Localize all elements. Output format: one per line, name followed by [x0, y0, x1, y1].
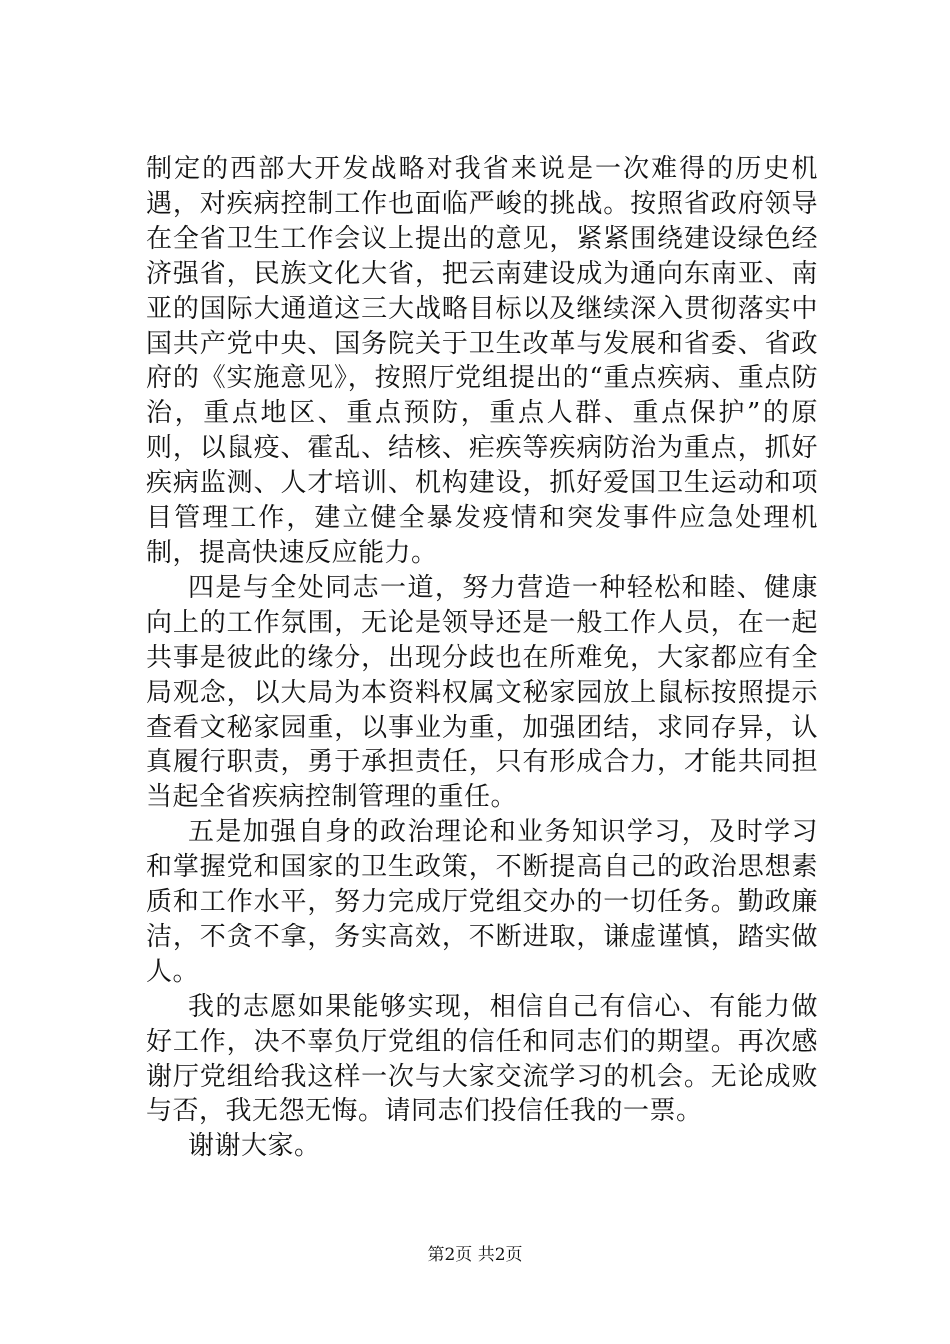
paragraph-thanks: 谢谢大家。 — [188, 1131, 321, 1162]
page-footer: 第2页 共2页 — [427, 1245, 523, 1265]
document-body — [146, 152, 818, 1164]
paragraph-continued: 制定的西部大开发战略对我省来说是一次难得的历史机遇，对疾病控制工作也面临严峻的挑战。按照省政府领导在全省卫生工作会议上提出的意见，紧紧围绕建设绿色经济强省，民族文化大省，把云南建设成为通向东南亚、南亚的国际大通道这三大战略目标以及继续深入贯彻落实中国共产党中央、国务院关于卫生改革与发展和省委、省政府的《实施意见》，按照厅党组提出的“重点疾病、重点防治，重点地区、重点预防，重点人群、重点保护”的原则，以鼠疫、霍乱、结核、疟疾等疾病防治为重点，抓好疾病监测、人才培训、机构建设，抓好爱国卫生运动和项目管理工作，建立健全暴发疫情和突发事件应急处理机制，提高快速反应能力。 — [146, 154, 818, 568]
paragraph-closing: 我的志愿如果能够实现，相信自己有信心、有能力做好工作，决不辜负厅党组的信任和同志们的期望。再次感谢厅党组给我这样一次与大家交流学习的机会。无论成败与否，我无怨无悔。请同志们投信任我的一票。 — [146, 991, 818, 1127]
paragraph-point-five: 五是加强自身的政治理论和业务知识学习，及时学习和掌握党和国家的卫生政策，不断提高自己的政治思想素质和工作水平，努力完成厅党组交办的一切任务。勤政廉洁，不贪不拿，务实高效，不断进取，谦虚谨慎，踏实做人。 — [146, 817, 818, 987]
paragraph-point-four: 四是与全处同志一道，努力营造一种轻松和睦、健康向上的工作氛围，无论是领导还是一般工作人员，在一起共事是彼此的缘分，出现分歧也在所难免，大家都应有全局观念，以大局为本资料权属文秘家园放上鼠标按照提示查看文秘家园重，以事业为重，加强团结，求同存异，认真履行职责，勇于承担责任，只有形成合力，才能共同担当起全省疾病控制管理的重任。 — [146, 572, 818, 813]
